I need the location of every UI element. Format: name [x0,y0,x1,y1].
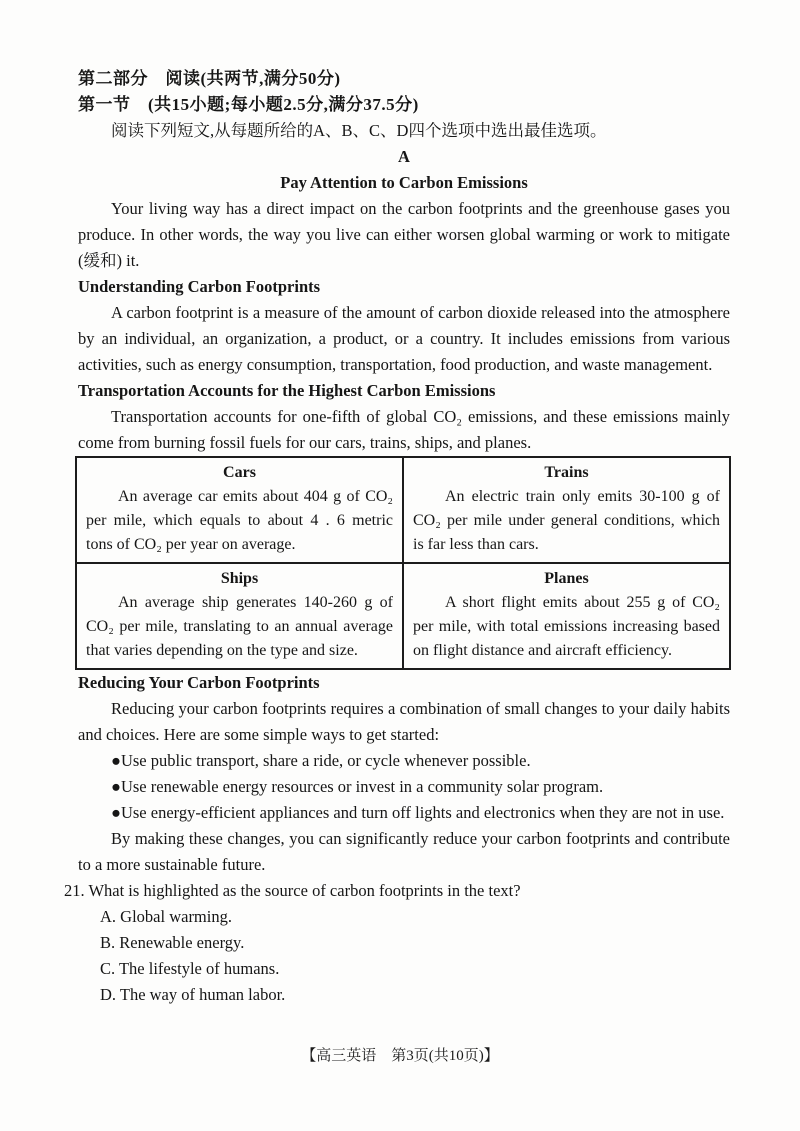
cell-title-planes: Planes [544,570,589,587]
table-cell-trains [403,457,730,563]
passage-conclusion: By making these changes, you can significantly reduce your carbon footprints and contribute to a more sustainable future. [78,829,730,874]
section-body-transportation: Transportation accounts for one-fifth of global CO₂ emissions, and these emissions mainly come from burning fossil fuels for our cars, trains, ships, and planes. [78,407,730,452]
table-row [76,563,730,669]
section-heading: 第一节 (共15小题;每小题2.5分,满分37.5分) [78,95,419,114]
table-cell-cars [76,457,403,563]
passage-label: A [398,147,410,166]
cell-text-planes: A short flight emits about 255 g of CO₂ per mile, with total emissions increasing based on flight distance and aircraft efficiency. [413,594,720,659]
cell-title-ships: Ships [220,570,259,587]
table-cell-ships [76,563,403,669]
passage-title: Pay Attention to Carbon Emissions [280,173,528,192]
question-21-option-b: B. Renewable energy. [100,933,245,952]
instructions: 阅读下列短文,从每题所给的A、B、C、D四个选项中选出最佳选项。 [111,121,607,140]
table-cell-planes [403,563,730,669]
part-heading: 第二部分 阅读(共两节,满分50分) [78,69,341,88]
bullet-item: ●Use energy-efficient appliances and turn off lights and electronics when they are not in use. [111,803,725,822]
question-21-option-a: A. Global warming. [100,907,232,926]
bullet-item: ●Use renewable energy resources or invest in a community solar program. [111,777,604,796]
question-21-option-d: D. The way of human labor. [100,985,286,1004]
section-body-reducing: Reducing your carbon footprints requires a combination of small changes to your daily habits and choices. Here are some simple ways to get started: [78,699,730,744]
emissions-table [75,456,731,670]
cell-text-trains: An electric train only emits 30-100 g of CO₂ per mile under general conditions, which is far less than cars. [413,488,720,553]
table-row [76,457,730,563]
bullet-item: ●Use public transport, share a ride, or cycle whenever possible. [111,751,531,770]
cell-title-trains: Trains [544,464,589,481]
page-content [64,66,730,1008]
cell-title-cars: Cars [223,464,256,481]
page-footer: 【高三英语 第3页(共10页)】 [301,1048,499,1064]
question-21-stem: 21. What is highlighted as the source of carbon footprints in the text? [64,881,521,900]
cell-text-cars: An average car emits about 404 g of CO₂ per mile, which equals to about 4 . 6 metric tons of CO₂ per year on average. [86,488,393,553]
section-body-understanding: A carbon footprint is a measure of the amount of carbon dioxide released into the atmosphere by an individual, an organization, a product, or a country. It includes emissions from various activities, such as energy consumption, transportation, food production, and waste management. [78,303,730,374]
passage-intro: Your living way has a direct impact on the carbon footprints and the greenhouse gases you produce. In other words, the way you live can either worsen global warming or work to mitigate (缓和) it. [78,199,730,270]
section-heading-transportation: Transportation Accounts for the Highest Carbon Emissions [78,381,496,400]
section-heading-reducing: Reducing Your Carbon Footprints [78,673,320,692]
section-heading-understanding: Understanding Carbon Footprints [78,277,321,296]
cell-text-ships: An average ship generates 140-260 g of CO₂ per mile, translating to an annual average that varies depending on the type and size. [86,594,393,659]
question-21-option-c: C. The lifestyle of humans. [100,959,280,978]
